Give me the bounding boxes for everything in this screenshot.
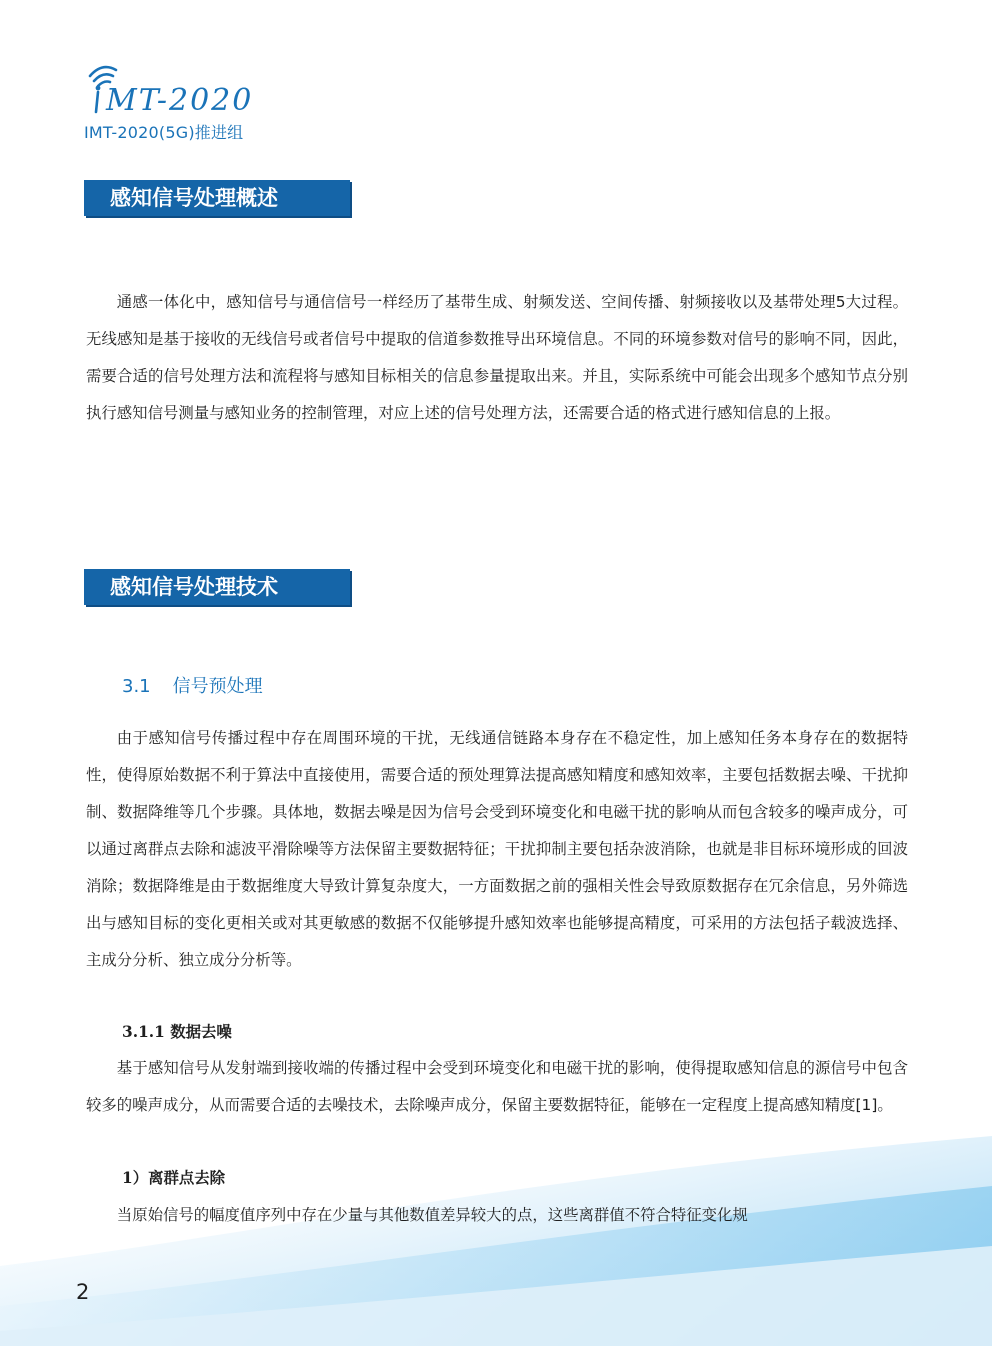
section-title-techniques: 感知信号处理技术 (84, 569, 350, 605)
org-name: IMT-2020(5G)推进组 (84, 123, 244, 142)
imt2020-logo (82, 62, 272, 122)
subsection-number: 3.1 (122, 676, 151, 697)
page-number: 2 (76, 1280, 90, 1304)
preprocessing-paragraph: 由于感知信号传播过程中存在周围环境的干扰，无线通信链路本身存在不稳定性，加上感知任务本身存在的数据特性，使得原始数据不利于算法中直接使用，需要合适的预处理算法提高感知精度和感知效率，主要包括数据去噪、干扰抑制、数据降维等几个步骤。具体地，数据去噪是因为信号会受到环境变化和电磁干扰的影响从而包含较多的噪声成分，可以通过离群点去除和滤波平滑除噪等方法保留主要数据特征；干扰抑制主要包括杂波消除，也就是非目标环境形成的回波消除；数据降维是由于数据维度大导致计算复杂度大，一方面数据之前的强相关性会导致原数据存在冗余信息，另外筛选出与感知目标的变化更相关或对其更敏感的数据不仅能够提升感知效率也能够提高精度，可采用的方法包括子载波选择、主成分分析、独立成分分析等。 (86, 729, 908, 969)
subsubsection-heading: 3.1.1 数据去噪 (122, 1023, 232, 1041)
item-heading: 1）离群点去除 (122, 1169, 226, 1187)
svg-text:MT-2020: MT-2020 (106, 83, 254, 118)
subsection-label: 信号预处理 (172, 676, 263, 697)
subsection-title (122, 672, 263, 698)
overview-paragraph: 通感一体化中，感知信号与通信信号一样经历了基带生成、射频发送、空间传播、射频接收以及基带处理5大过程。无线感知是基于接收的无线信号或者信号中提取的信道参数推导出环境信息。不同的环境参数对信号的影响不同，因此，需要合适的信号处理方法和流程将与感知目标相关的信息参量提取出来。并且，实际系统中可能会出现多个感知节点分别执行感知信号测量与感知业务的控制管理，对应上述的信号处理方法，还需要合适的格式进行感知信息的上报。 (86, 293, 908, 422)
denoise-paragraph: 基于感知信号从发射端到接收端的传播过程中会受到环境变化和电磁干扰的影响，使得提取感知信息的源信号中包含较多的噪声成分，从而需要合适的去噪技术，去除噪声成分，保留主要数据特征，能够在一定程度上提高感知精度[1]。 (86, 1059, 908, 1114)
outlier-paragraph: 当原始信号的幅度值序列中存在少量与其他数值差异较大的点，这些离群值不符合特征变化规 (116, 1206, 748, 1224)
section-title-overview: 感知信号处理概述 (84, 180, 350, 216)
